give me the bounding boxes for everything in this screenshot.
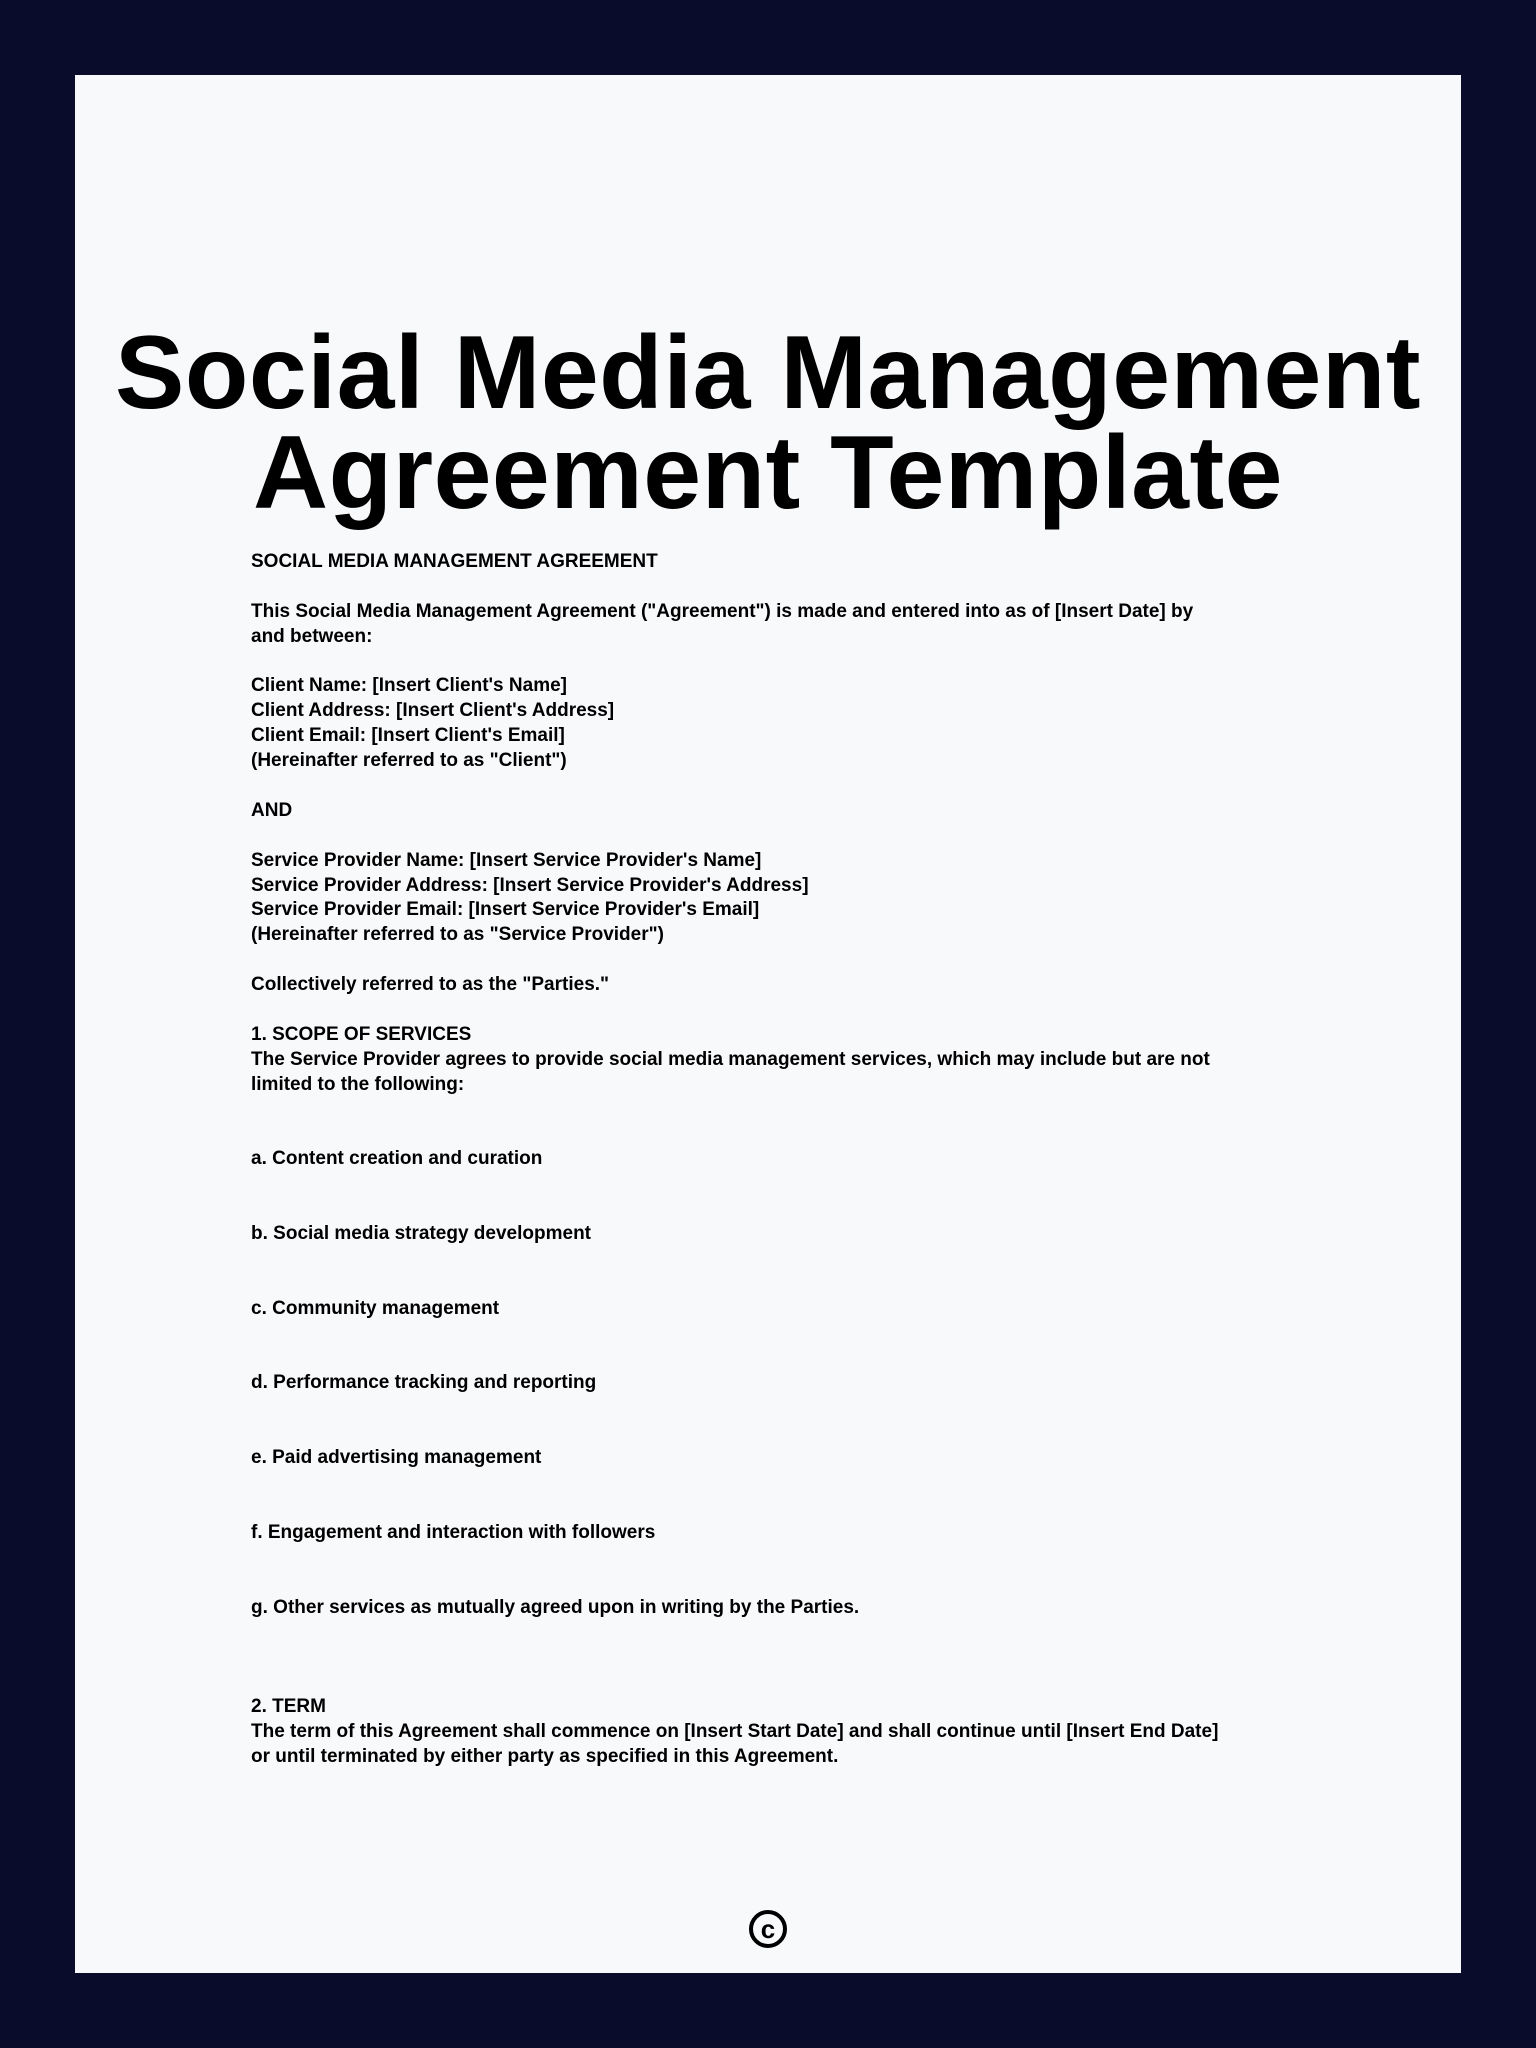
client-email: Client Email: [Insert Client's Email] [251,725,565,747]
client-definition: (Hereinafter referred to as "Client") [251,750,567,772]
scope-item: e. Paid advertising management [251,1447,542,1469]
title-line-2: Agreement Template [252,415,1283,531]
client-name: Client Name: [Insert Client's Name] [251,675,567,697]
term-text: or until terminated by either party as specified in this Agreement. [251,1745,839,1767]
provider-definition: (Hereinafter referred to as "Service Provider") [251,924,664,946]
agreement-heading: SOCIAL MEDIA MANAGEMENT AGREEMENT [251,551,658,572]
scope-item: g. Other services as mutually agreed upon in writing by the Parties. [251,1596,860,1618]
scope-item: d. Performance tracking and reporting [251,1372,597,1394]
scope-item: b. Social media strategy development [251,1223,591,1245]
scope-item: c. Community management [251,1297,500,1319]
term-text: The term of this Agreement shall commence on [Insert Start Date] and shall continue until [Insert End Date] [251,1720,1219,1742]
provider-email: Service Provider Email: [Insert Service Provider's Email] [251,899,760,921]
parties-definition: Collectively referred to as the "Parties." [251,974,610,996]
provider-address: Service Provider Address: [Insert Service Provider's Address] [251,874,809,896]
scope-text: limited to the following: [251,1073,465,1095]
and-separator: AND [251,799,293,821]
title-line-1: Social Media Management [114,315,1422,431]
scope-item: f. Engagement and interaction with followers [251,1521,656,1543]
scope-text: The Service Provider agrees to provide social media management services, which may include but are not [251,1048,1210,1070]
intro-line: This Social Media Management Agreement ("Agreement") is made and entered into as of [Insert Date] by [251,600,1194,622]
intro-line: and between: [251,625,373,647]
copyright-icon: c [749,1910,787,1948]
client-address: Client Address: [Insert Client's Address] [251,700,615,722]
document-page [75,75,1461,1973]
scope-item: a. Content creation and curation [251,1148,543,1170]
agreement-body [251,550,1361,1770]
term-heading: 2. TERM [251,1696,326,1718]
provider-name: Service Provider Name: [Insert Service Provider's Name] [251,849,762,871]
scope-heading: 1. SCOPE OF SERVICES [251,1023,472,1045]
page-title [75,315,1461,531]
